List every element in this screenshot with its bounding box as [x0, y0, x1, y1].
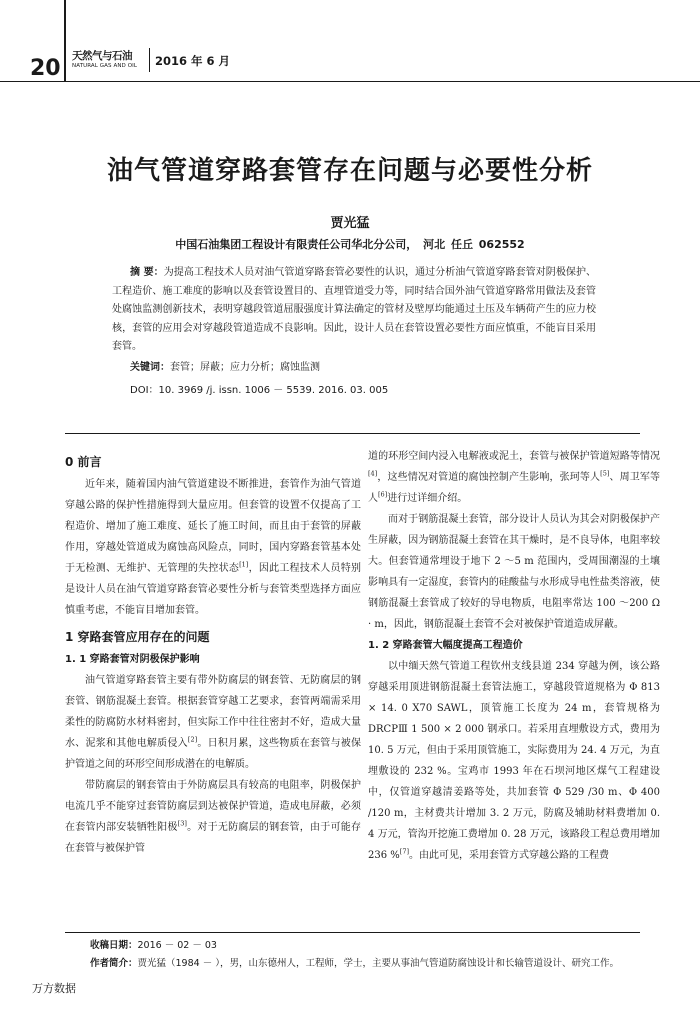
- citation-7: [7]: [399, 847, 409, 856]
- journal-logo-cn: 天然气与石油: [72, 50, 132, 62]
- keywords-label: 关键词：: [130, 362, 170, 373]
- author-affiliation: 中国石油集团工程设计有限责任公司华北分公司， 河北 任丘 062552: [175, 238, 525, 251]
- r-p1-a: 道的环形空间内浸入电解液或泥土，套管与被保护管道短路等情况: [368, 451, 660, 462]
- s11-p1-text: 油气管道穿路套管主要有带外防腐层的钢套管、无防腐层的钢套管、钢筋混凝土套管。根据套管穿越工艺要求，套管两端需采用柔性的防腐防水材料密封，但实际工作中往往密封不好，造成大量水、泥浆和其他电解质侵入: [65, 675, 361, 749]
- header-vertical-rule: [64, 0, 66, 82]
- section-1-1-paragraph-1: [65, 670, 361, 775]
- received-label: 收稿日期：: [90, 940, 138, 951]
- citation-1: [1]: [239, 560, 249, 569]
- section-1-heading: 1 穿路套管应用存在的问题: [65, 630, 210, 644]
- s0-p1-tail: ，因此工程技术人员特别是设计人员在油气管道穿路套管必要性分析与套管类型选择方面应慎重考虑，不能盲目增加套管。: [65, 563, 362, 616]
- author-bio: [90, 955, 619, 969]
- section-0-heading: 0 前言: [65, 455, 102, 469]
- keywords-text: 套管；屏蔽；应力分析；腐蚀监测: [170, 362, 320, 373]
- right-paragraph-2: 而对于钢筋混凝土套管，部分设计人员认为其会对阴极保护产生屏蔽，因为钢筋混凝土套管在其干燥时，是不良导体，电阻率较大。但套管通常埋设于地下 2 ～5 m 范围内，受周围潮湿的土壤影响具有一定湿度，套管内的硅酸盐与水形成导电性盐类溶液，使钢筋混凝土套管成了较好的导电物质，电阻率常达 100 ～200 Ω · m，因此，钢筋混凝土套管不会对被保护管道造成屏蔽。: [368, 514, 660, 630]
- citation-5: [5]: [600, 469, 610, 478]
- wanfang-watermark: 万方数据: [32, 982, 76, 995]
- r-p3-tail: 。由此可见，采用套管方式穿越公路的工程费: [409, 850, 609, 861]
- section-0-paragraph: [65, 474, 361, 621]
- citation-6: [6]: [378, 490, 388, 499]
- section-1-1-heading: 1. 1 穿路套管对阴极保护影响: [65, 654, 200, 665]
- right-column: [368, 446, 660, 866]
- received-value: 2016 － 02 － 03: [137, 940, 217, 951]
- footnote-rule: [65, 932, 640, 933]
- s11-p2-tail: 。对于无防腐层的钢套管，由于可能存在套管与被保护管: [65, 822, 362, 854]
- author-name: 贾光猛: [330, 216, 370, 231]
- section-1-1-paragraph-2: [65, 775, 361, 859]
- issue-date: 2016 年 6 月: [155, 54, 231, 68]
- s11-p2-text: 带防腐层的钢套管由于外防腐层具有较高的电阻率，阴极保护电流几乎不能穿过套管防腐层到达被保护管道，造成电屏蔽，必须在套管内部安装牺牲阳极: [65, 780, 361, 833]
- abstract-rule: [65, 433, 640, 434]
- r-p3-text: 以中缅天然气管道工程钦州支线县道 234 穿越为例，该公路穿越采用顶进钢筋混凝土套管法施工，穿越段管道规格为 Φ 813 × 14. 0 X70 SAWL，顶管施工长度为 24 m，套管规格为 DRCPⅢ 1 500 × 2 000 钢承口。若采用直埋敷设方式，费用为 10. 5 万元，但由于采用顶管施工，实际费用为 24. 4 万元，为直埋敷设的 232 %。宝鸡市 1993 年在石坝河地区煤气工程建设中，仅管道穿越清姜路等处，共加套管 Φ 529 /30 m、Φ 400 /120 m，主材费共计增加 3. 2 万元，防腐及辅助材料费增加 0. 4 万元，管沟开挖施工费增加 0. 28 万元，该路段工程总费用增加 236 %: [368, 661, 660, 861]
- citation-3: [3]: [177, 819, 187, 828]
- right-paragraph-1: [368, 446, 660, 509]
- right-paragraph-3: [368, 656, 660, 866]
- r-p1-d: 进行过详细介绍。: [387, 493, 468, 504]
- header-rule: [0, 81, 700, 82]
- r-p1-c: 、周卫军等人: [368, 472, 661, 504]
- citation-2: [2]: [187, 735, 198, 744]
- page-number: 20: [30, 56, 61, 81]
- citation-4: [4]: [368, 469, 378, 478]
- abstract: [112, 264, 596, 357]
- abstract-indent: [112, 267, 130, 278]
- left-column: [65, 446, 361, 859]
- article-title: 油气管道穿路套管存在问题与必要性分析: [106, 156, 593, 186]
- received-date: [90, 937, 217, 951]
- logo-separator: [149, 48, 150, 72]
- bio-value: 贾光猛（1984 － ），男，山东德州人，工程师，学士，主要从事油气管道防腐蚀设计和长输管道设计、研究工作。: [137, 958, 619, 969]
- journal-logo-en: NATURAL GAS AND OIL: [72, 63, 138, 69]
- bio-label: 作者简介：: [90, 958, 138, 969]
- r-p1-b: ，这些情况对管道的腐蚀控制产生影响，张珂等人: [377, 472, 601, 483]
- keywords: [130, 358, 320, 373]
- abstract-label: 摘 要：: [130, 267, 164, 278]
- section-1-2-heading: 1. 2 穿路套管大幅度提高工程造价: [368, 640, 523, 651]
- s11-p1-tail: 。日积月累，这些物质在套管与被保护管道之间的环形空间形成潜在的电解质。: [65, 738, 361, 770]
- s0-p1-text: 近年来，随着国内油气管道建设不断推进，套管作为油气管道穿越公路的保护性措施得到大量应用。但套管的设置不仅提高了工程造价、增加了施工难度、延长了施工时间，而且由于套管的屏蔽作用，穿越处管道成为腐蚀高风险点，同时，国内穿路套管基本处于无检测、无维护、无管理的失控状态: [65, 479, 361, 574]
- abstract-text: 为提高工程技术人员对油气管道穿路套管必要性的认识，通过分析油气管道穿路套管对阴极保护、工程造价、施工难度的影响以及套管设置目的、直埋管道受力等，同时结合国外油气管道穿路常用做法及套管处腐蚀监测创新技术，表明穿越段管道屈服强度计算法确定的管材及壁厚均能通过土压及车辆荷产生的应力校核，套管的应用会对穿越段管道造成不良影响。因此，设计人员在套管设置必要性方面应慎重，不能盲目采用套管。: [112, 267, 596, 352]
- doi: DOI：10. 3969 /j. issn. 1006 － 5539. 2016. 03. 005: [130, 385, 389, 396]
